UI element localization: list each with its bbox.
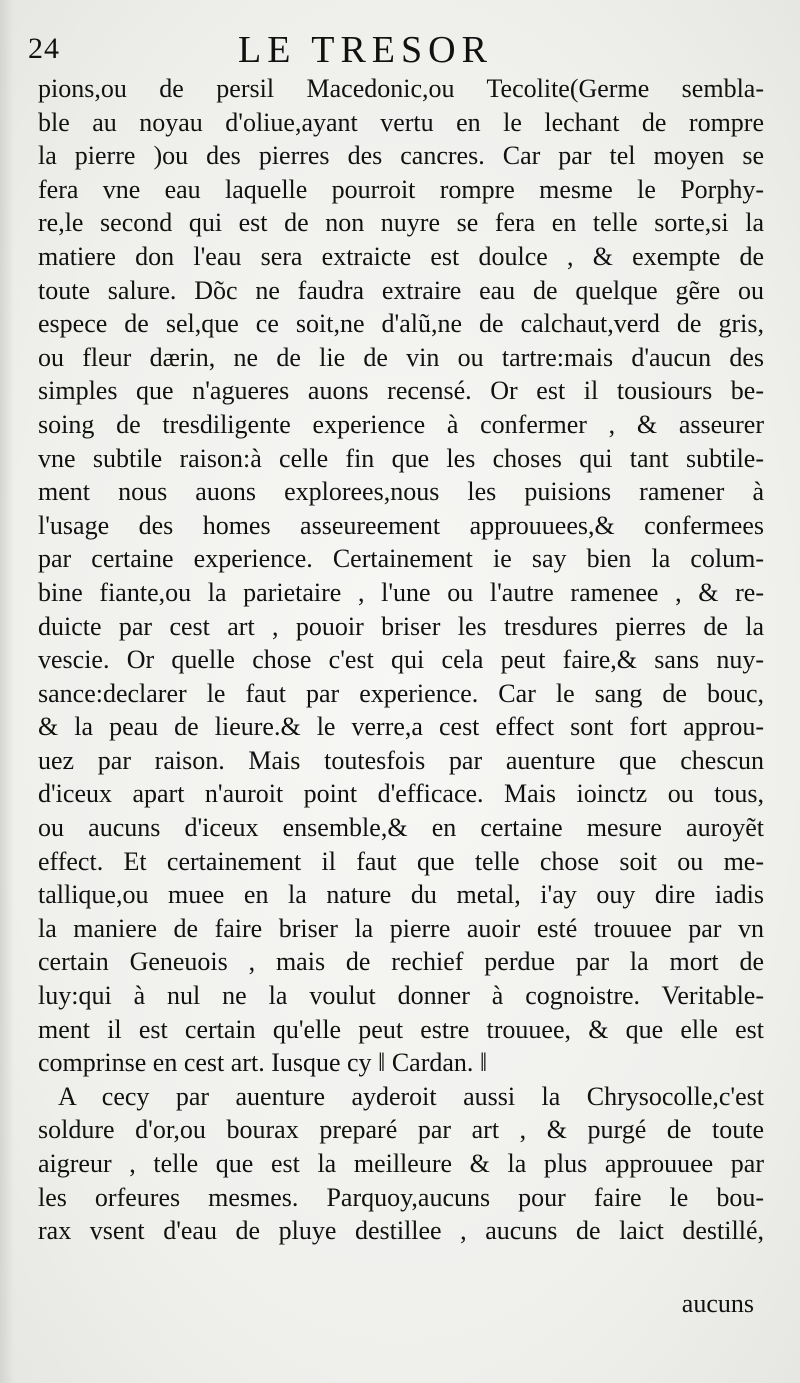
text-line: & la peau de lieure.& le verre,a cest effect sont fort approu- [38, 712, 764, 742]
text-line: effect. Et certainement il faut que telle chose soit ou me- [38, 846, 764, 876]
text-line: sance:declarer le faut par experience. Car le sang de bouc, [38, 678, 764, 708]
text-line: ble au noyau d'oliue,ayant vertu en le lechant de rompre [38, 107, 764, 137]
text-line: uez par raison. Mais toutesfois par auenture que chescun [38, 745, 764, 775]
text-line: pions,ou de persil Macedonic,ou Tecolite(Germe sembla- [38, 74, 764, 103]
text-line: par certaine experience. Certainement ie say bien la colum- [38, 544, 764, 574]
text-line: tallique,ou muee en la nature du metal, i'ay ouy dire iadis [38, 880, 764, 910]
page-number: 24 [28, 32, 60, 65]
text-line: duicte par cest art , pouoir briser les tresdures pierres de la [38, 611, 764, 641]
text-line: vne subtile raison:à celle fin que les choses qui tant subtile- [38, 443, 764, 473]
text-line: fera vne eau laquelle pourroit rompre mesme le Porphy- [38, 174, 764, 204]
text-line: soing de tresdiligente experience à confermer , & asseurer [38, 409, 764, 439]
catchword: aucuns [681, 1289, 754, 1318]
text-line: d'iceux apart n'auroit point d'efficace. Mais ioinctz ou tous, [38, 779, 764, 809]
text-line: ou aucuns d'iceux ensemble,& en certaine mesure auroyẽt [38, 813, 764, 843]
page-edge-shadow [0, 0, 14, 1383]
text-line: ment il est certain qu'elle peut estre trouuee, & que elle est [38, 1014, 764, 1044]
text-line: bine fiante,ou la parietaire , l'une ou l'autre ramenee , & re- [38, 577, 764, 607]
text-line: ou fleur dærin, ne de lie de vin ou tartre:mais d'aucun des [38, 342, 764, 372]
text-line: ment nous auons explorees,nous les puisions ramener à [38, 477, 764, 507]
text-line: la maniere de faire briser la pierre auoir esté trouuee par vn [38, 913, 764, 943]
text-line: les orfeures mesmes. Parquoy,aucuns pour faire le bou- [38, 1182, 764, 1212]
text-line: re,le second qui est de non nuyre se fera en telle sorte,si la [38, 208, 764, 238]
text-line: certain Geneuois , mais de rechief perdue par la mort de [38, 947, 764, 977]
page-header [28, 28, 768, 76]
body-text [38, 72, 764, 1248]
text-line: l'usage des homes asseureement approuuees,& confermees [38, 510, 764, 540]
text-line: A cecy par auenture ayderoit aussi la Chrysocolle,c'est [58, 1081, 764, 1111]
text-line: luy:qui à nul ne la voulut donner à cognoistre. Veritable- [38, 981, 764, 1011]
text-line: la pierre )ou des pierres des cancres. Car par tel moyen se [38, 141, 764, 171]
text-line: comprinse en cest art. Iusque cy ‖ Cardan. ‖ [38, 1048, 488, 1078]
text-line: soldure d'or,ou bourax preparé par art , & purgé de toute [38, 1115, 764, 1145]
running-title: LE TRESOR [238, 29, 493, 71]
text-line: toute salure. Dõc ne faudra extraire eau de quelque gẽre ou [38, 275, 764, 305]
text-line: espece de sel,que ce soit,ne d'alũ,ne de calchaut,verd de gris, [38, 309, 764, 339]
text-line: vescie. Or quelle chose c'est qui cela peut faire,& sans nuy- [38, 645, 764, 675]
text-line: aigreur , telle que est la meilleure & la plus approuuee par [38, 1149, 764, 1178]
text-line: rax vsent d'eau de pluye destillee , aucuns de laict destillé, [38, 1216, 764, 1246]
text-line: simples que n'agueres auons recensé. Or est il tousiours be- [38, 376, 764, 406]
text-line: matiere don l'eau sera extraicte est doulce , & exempte de [38, 241, 764, 271]
